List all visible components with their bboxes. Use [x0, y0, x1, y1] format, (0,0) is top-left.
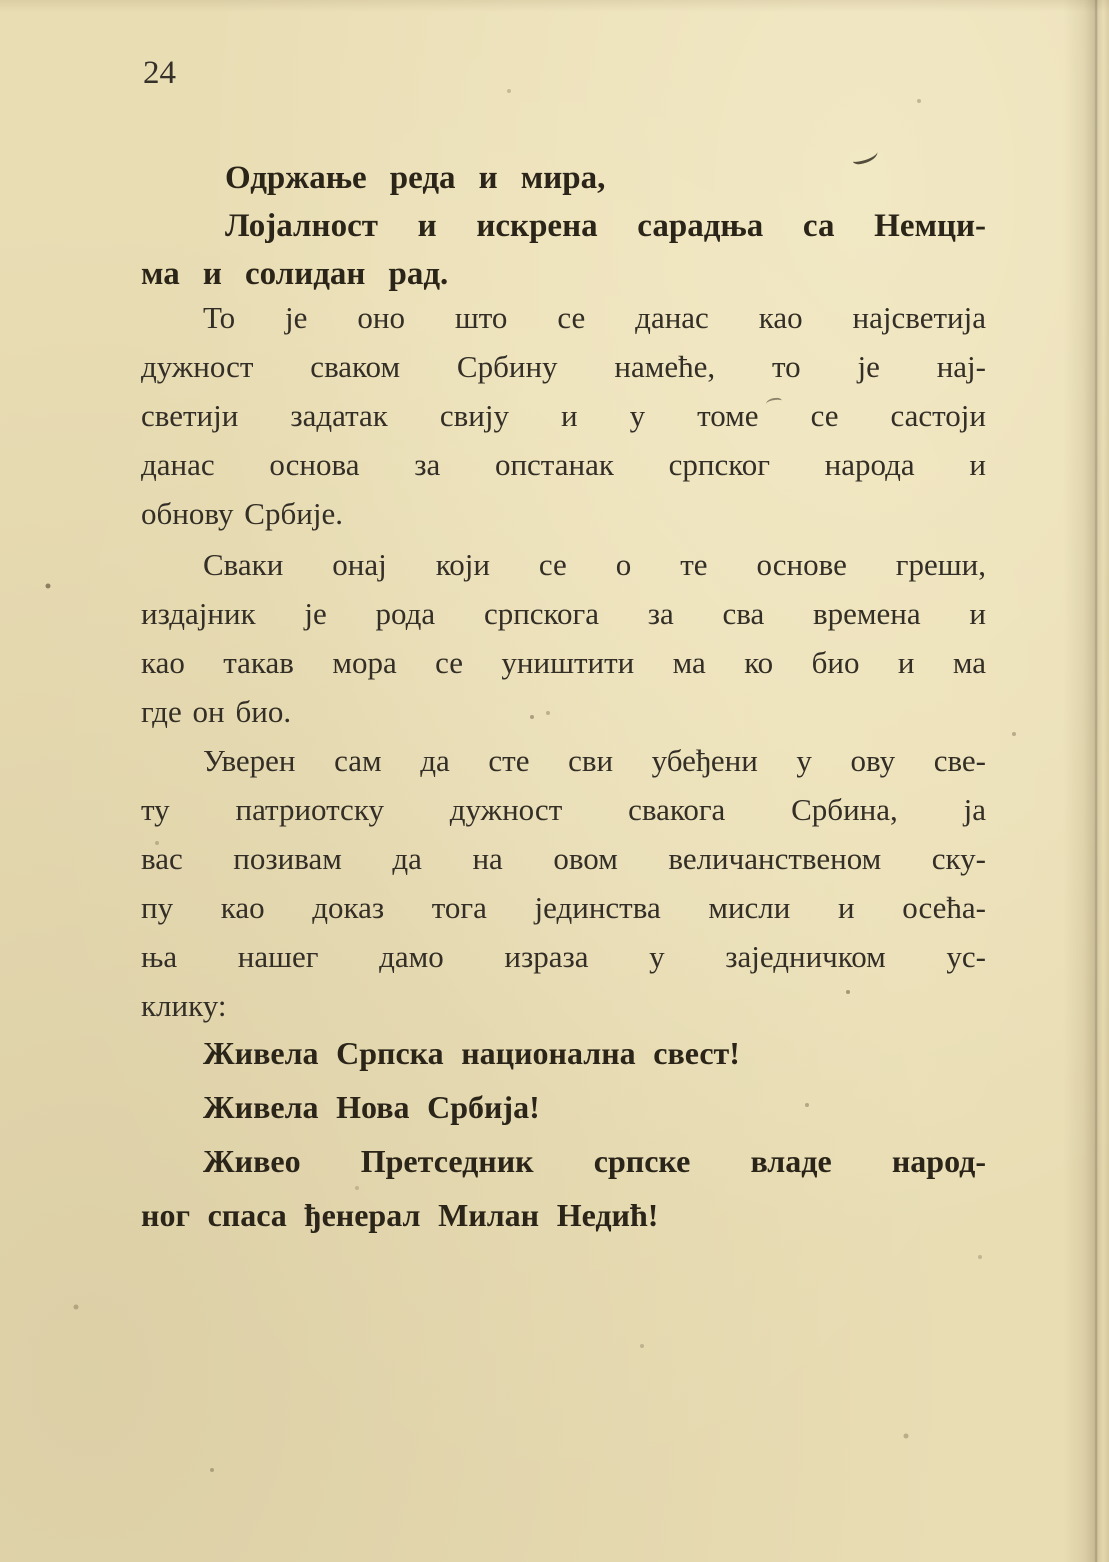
paragraph — [141, 293, 986, 538]
paragraph-line: вас позивам да на овом величанственом ску- — [141, 841, 986, 876]
paragraph-line: пу као доказ тога јединства мисли и осећа- — [141, 890, 986, 925]
exclamation-line: ног спаса ђенерал Милан Недић! — [141, 1197, 659, 1233]
page-top-shadow — [0, 0, 1109, 12]
heading-line: Лојалност и искрена сарадња са Немци- — [225, 208, 986, 244]
exclamation-block — [141, 1026, 986, 1242]
paragraph-line: клику: — [141, 988, 227, 1023]
page-number: 24 — [143, 55, 176, 91]
paragraph — [141, 736, 986, 1030]
heading-line: Одржање реда и мира, — [225, 160, 606, 196]
exclamation-line: Живела Српска национална свест! — [203, 1035, 740, 1071]
paragraph-line: То је оно што се данас као најсветија — [203, 300, 986, 335]
paragraph-line: где он био. — [141, 694, 292, 729]
page-edge-shadow — [1063, 0, 1109, 1562]
exclamation-line: Живео Претседник српске владе народ- — [203, 1143, 986, 1179]
paragraph-line: ња нашег дамо израза у заједничком ус- — [141, 939, 986, 974]
paragraph-line: обнову Србије. — [141, 496, 343, 531]
paragraph-line: дужност сваком Србину намеће, то је нај- — [141, 349, 986, 384]
paper-speckles — [0, 0, 2, 2]
section-heading — [141, 154, 986, 298]
paragraph-line: ту патриотску дужност свакога Србина, ја — [141, 792, 986, 827]
paragraph — [141, 540, 986, 736]
paragraph-line: данас основа за опстанак српског народа и — [141, 447, 986, 482]
paragraph-line: издајник је рода српскога за сва времена и — [141, 596, 986, 631]
heading-line: ма и солидан рад. — [141, 256, 449, 292]
exclamation-line: Живела Нова Србија! — [203, 1089, 540, 1125]
paragraph-line: Уверен сам да сте сви убеђени у ову све- — [203, 743, 986, 778]
paragraph-line: као такав мора се уништити ма ко био и ма — [141, 645, 986, 680]
paragraph-line: светији задатак свију и у томе се састоји — [141, 398, 986, 433]
paragraph-line: Сваки онај који се о те основе греши, — [203, 547, 986, 582]
scan-artifact — [766, 397, 783, 408]
